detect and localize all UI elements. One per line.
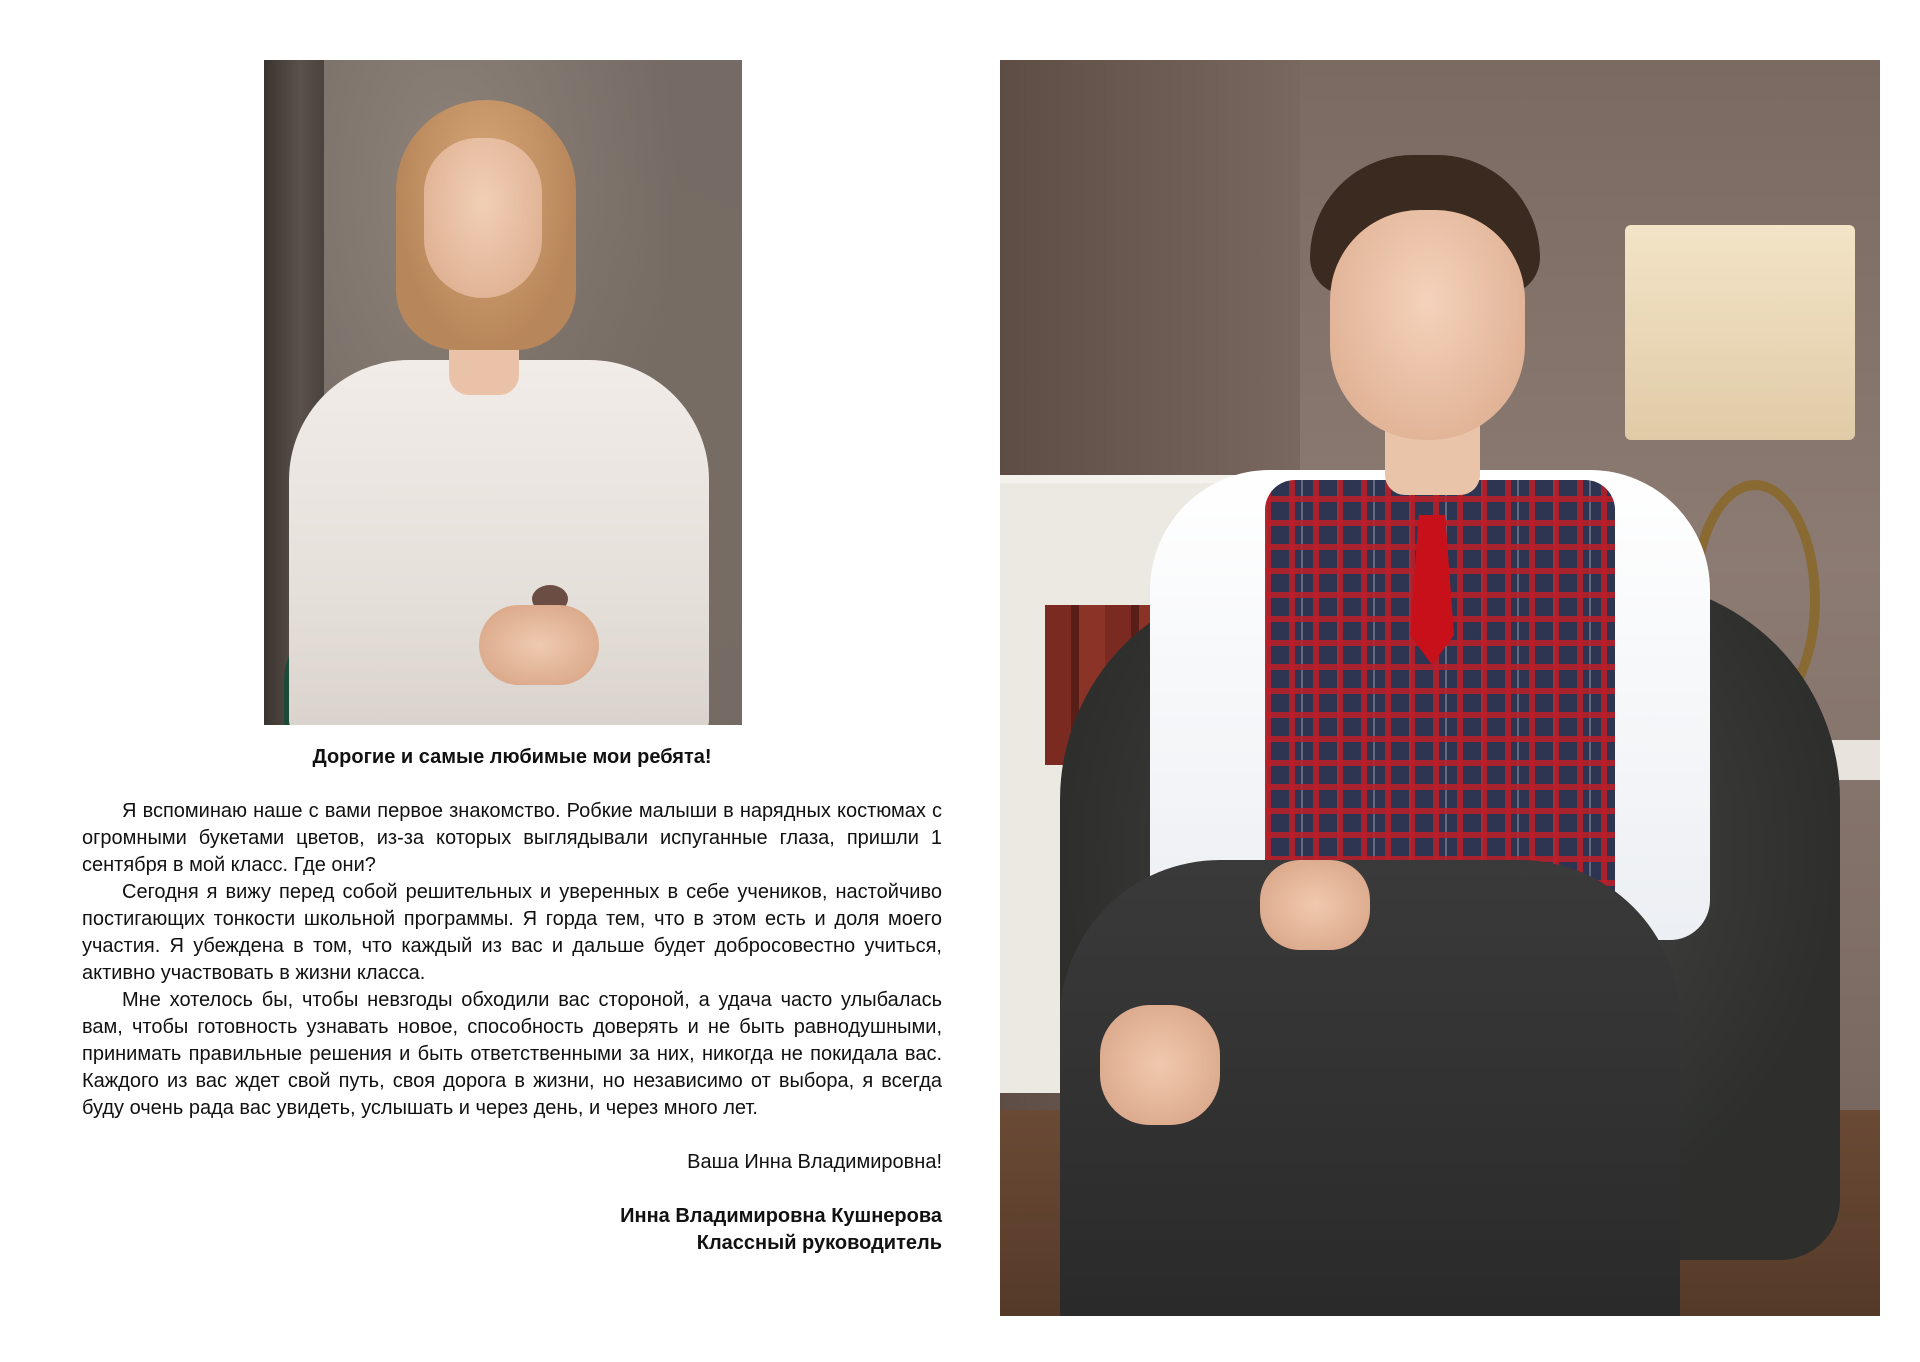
signature-role: Классный руководитель xyxy=(696,1232,942,1254)
folded-hands xyxy=(479,605,599,685)
student-hand-lower xyxy=(1100,1005,1220,1125)
signature-block xyxy=(82,1203,942,1257)
lamp-shade xyxy=(1625,225,1855,440)
student-face xyxy=(1330,210,1525,440)
letter-closing: Ваша Инна Владимировна! xyxy=(687,1151,942,1173)
letter-paragraph: Я вспоминаю наше с вами первое знакомство. Робкие малыши в нарядных костюмах с огромными букетами цветов, из-за которых выглядывали испуганные глаза, пришли 1 сентября в мой класс. Где они? xyxy=(82,800,942,876)
letter-paragraph: Сегодня я вижу перед собой решительных и уверенных в себе учеников, настойчиво постигающих тонкости школьной программы. Я горда тем, что в этом есть и доля моего участия. Я убеждена в том, что каждый из вас и дальше будет добросовестно учиться, активно участвовать в жизни класса. xyxy=(82,881,942,984)
teacher-photo xyxy=(264,60,742,725)
teacher-face xyxy=(424,138,542,298)
student-photo xyxy=(1000,60,1880,1316)
student-hand-upper xyxy=(1260,860,1370,950)
letter xyxy=(82,744,942,1257)
signature-name: Инна Владимировна Кушнерова xyxy=(620,1205,942,1227)
letter-title: Дорогие и самые любимые мои ребята! xyxy=(312,746,712,768)
letter-paragraph: Мне хотелось бы, чтобы невзгоды обходили вас стороной, а удача часто улыбалась вам, чтобы готовность узнавать новое, способность доверять и не быть равнодушными, принимать правильные решения и быть ответственными за них, никогда не покидала вас. Каждого из вас ждет свой путь, своя дорога в жизни, но независимо от выбора, я всегда буду очень рада вас увидеть, услышать и через день, и через много лет. xyxy=(82,989,942,1119)
